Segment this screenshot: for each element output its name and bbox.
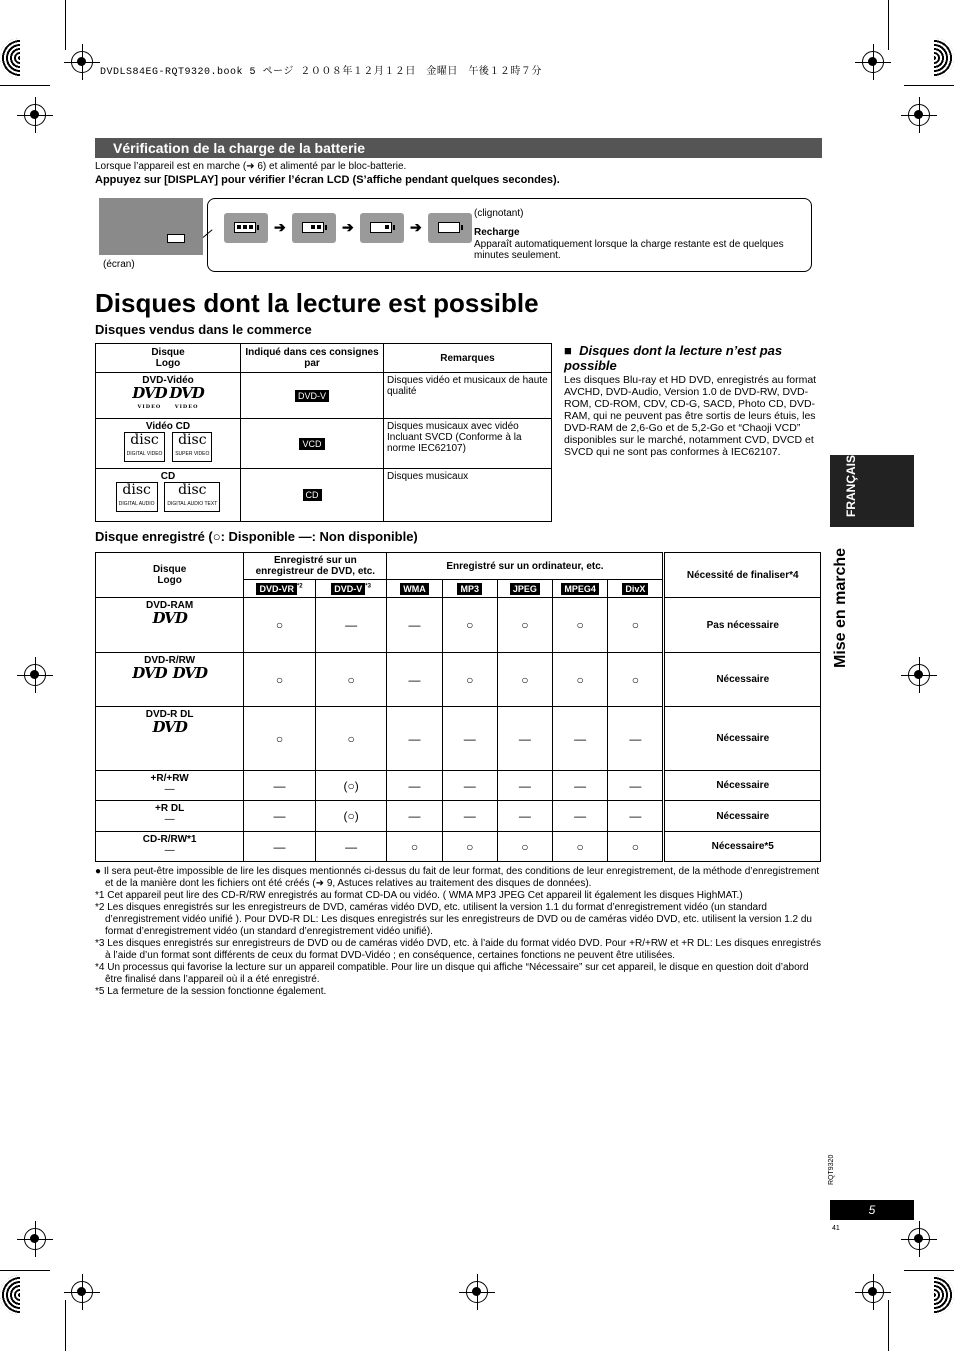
language-tab: FRANÇAIS [830, 455, 914, 527]
no-logo: — [164, 845, 175, 856]
registration-mark-icon [862, 51, 884, 73]
availability-cell: — [497, 801, 552, 832]
compact-disc-audio-logo-icon: disc DIGITAL AUDIO [116, 482, 158, 512]
format-tag: CD [303, 489, 322, 501]
remark: Disques musicaux [384, 469, 552, 522]
disc-name: +R DL [155, 803, 185, 814]
remark: Disques musicaux avec vidéo Incluant SVCD (Conforme à la norme IEC62107) [384, 419, 552, 469]
compact-disc-super-video-logo-icon: disc SUPER VIDEO [172, 432, 212, 462]
battery-two-thirds-icon [292, 213, 336, 243]
availability-cell: — [553, 801, 608, 832]
format-footnote-ref: *2 [296, 583, 303, 590]
blink-label: (clignotant) [474, 208, 524, 219]
registration-mark-icon [908, 664, 930, 686]
registration-mark-icon [24, 104, 46, 126]
format-header-3 [442, 580, 497, 598]
remark: Disques vidéo et musicaux de haute qualité [384, 373, 552, 419]
battery-one-third-icon [360, 213, 404, 243]
header-indicated: Indiqué dans ces consignes par [241, 344, 384, 373]
format-header-5 [553, 580, 608, 598]
format-tag: DivX [622, 583, 648, 595]
crop-mark [904, 85, 954, 86]
availability-cell: — [497, 771, 552, 801]
header-disc-logo: Disque Logo [96, 553, 244, 598]
compact-disc-text-logo-icon: disc DIGITAL AUDIO TEXT [164, 482, 220, 512]
format-tag: DVD-V [295, 390, 329, 402]
arrow-right-icon: ➔ [410, 219, 422, 235]
page-title: Disques dont la lecture est possible [95, 288, 539, 318]
arrow-right-icon: ➔ [342, 219, 354, 235]
doc-code: RQT9320 [828, 1154, 835, 1185]
registration-mark-icon [862, 1281, 884, 1303]
page-number: 5 [830, 1200, 914, 1220]
header-computer: Enregistré sur un ordinateur, etc. [387, 553, 664, 580]
square-bullet-icon: ■ [564, 343, 572, 358]
availability-cell: ○ [442, 653, 497, 707]
registration-mark-icon [466, 1281, 488, 1303]
availability-cell: ○ [497, 598, 552, 653]
availability-cell: ○ [315, 653, 387, 707]
table-row [96, 598, 821, 653]
availability-cell: ○ [553, 832, 608, 862]
section-title-battery: Vérification de la charge de la batterie [95, 138, 822, 158]
disc-name: DVD-R DL [145, 709, 194, 720]
format-header-4 [497, 580, 552, 598]
recorded-subtitle: Disque enregistré (○: Disponible —: Non disponible) [95, 529, 418, 544]
availability-cell: — [497, 707, 552, 771]
recharge-title: Recharge [474, 227, 520, 238]
availability-cell: — [442, 771, 497, 801]
availability-cell: ○ [244, 598, 316, 653]
battery-full-icon [224, 213, 268, 243]
registration-mark-icon [24, 1228, 46, 1250]
color-target-icon [0, 1275, 40, 1315]
availability-cell: ○ [315, 707, 387, 771]
registration-mark-icon [71, 1281, 93, 1303]
table-row [96, 832, 821, 862]
dvd-logo-icon: DVD [172, 664, 208, 682]
availability-cell: ○ [244, 707, 316, 771]
disc-name: Vidéo CD [145, 421, 191, 432]
chapter-title: Mise en marche [832, 547, 849, 668]
finalize-cell: Pas nécessaire [664, 598, 821, 653]
header-recorder: Enregistré sur un enregistreur de DVD, etc. [244, 553, 387, 580]
compact-disc-video-logo-icon: disc DIGITAL VIDEO [124, 432, 166, 462]
color-target-icon [914, 1275, 954, 1315]
crop-mark [65, 0, 66, 50]
registration-mark-icon [24, 664, 46, 686]
dvd-video-logo-icon: DVD VIDEO [132, 384, 167, 410]
availability-cell: ○ [497, 832, 552, 862]
finalize-cell: Nécessaire*5 [664, 832, 821, 862]
availability-cell: — [608, 771, 664, 801]
availability-cell: — [608, 707, 664, 771]
header-finalize: Nécessité de finaliser*4 [664, 553, 821, 598]
footnote: *4 Un processus qui favorise la lecture sur un appareil compatible. Pour lire un disque qui affiche “Nécessaire” sur cet appareil, le disque en question doit d’abord être finalisé dans l’appareil où il a été enregistré. [95, 962, 809, 985]
format-tag: DVD-V [331, 583, 365, 595]
footnotes [95, 866, 823, 998]
availability-cell: — [387, 801, 442, 832]
recorded-discs-table [95, 552, 821, 862]
print-header: DVDLS84EG-RQT9320.book 5 ページ ２００８年１２月１２日 金曜日 午後１２時７分 [100, 67, 542, 78]
availability-cell: — [553, 771, 608, 801]
availability-cell: ○ [387, 832, 442, 862]
crop-mark [0, 1270, 50, 1271]
availability-cell: — [442, 801, 497, 832]
dvd-video-logo-icon: DVD VIDEO [169, 384, 204, 410]
header-remarks: Remarques [384, 344, 552, 373]
disc-name: DVD-R/RW [144, 655, 196, 666]
battery-intro: Lorsque l’appareil est en marche (➜ 6) et alimenté par le bloc-batterie. [95, 161, 407, 172]
not-playable-title: ■ Disques dont la lecture n’est pas possible [564, 343, 783, 373]
format-tag: DVD-VR [256, 583, 297, 595]
crop-mark [888, 0, 889, 50]
format-tag: WMA [400, 583, 429, 595]
color-target-icon [0, 38, 40, 78]
availability-cell: — [387, 771, 442, 801]
availability-cell: (○) [315, 771, 387, 801]
lcd-screen-illustration [99, 198, 203, 255]
availability-cell: — [387, 653, 442, 707]
availability-cell: — [387, 707, 442, 771]
availability-cell: — [244, 832, 316, 862]
format-tag: MP3 [457, 583, 482, 595]
dvd-logo-icon [149, 611, 189, 625]
no-logo: — [164, 814, 175, 825]
format-header-2 [387, 580, 442, 598]
battery-empty-blinking-icon [428, 213, 472, 243]
dvd-logo-icon: DVD [152, 609, 187, 627]
footnote: *5 La fermeture de la session fonctionne également. [95, 986, 327, 997]
table-row [96, 771, 821, 801]
commercial-discs-table [95, 343, 552, 522]
dvd-logo-icon: DVD [132, 664, 167, 682]
availability-cell: ○ [608, 653, 664, 707]
availability-cell: — [442, 707, 497, 771]
footnote: *3 Les disques enregistrés sur enregistreurs de DVD ou de caméras vidéo DVD, etc. à l’aide du format vidéo DVD. Pour +R/+RW et +R DL: Les disques enregistrés à l’aide d’un format sont différents de ceux du format DVD-Vidéo ; en conséquence, certaines fonctions ne peuvent être utilisées. [95, 938, 821, 961]
screen-label: (écran) [103, 259, 135, 270]
dvd-logo-icon: DVD [152, 718, 187, 736]
format-header-1 [315, 580, 387, 598]
crop-mark [904, 1270, 954, 1271]
footnote: *1 Cet appareil peut lire des CD-R/RW enregistrés au format CD-DA ou vidéo. ( WMA MP3 JPEG Cet appareil lit également les disques HighMAT.) [95, 890, 743, 901]
availability-cell: (○) [315, 801, 387, 832]
table-row [96, 373, 552, 419]
finalize-cell: Nécessaire [664, 653, 821, 707]
availability-cell: — [553, 707, 608, 771]
availability-cell: — [244, 801, 316, 832]
disc-name: CD [160, 471, 176, 482]
availability-cell: — [608, 801, 664, 832]
finalize-cell: Nécessaire [664, 707, 821, 771]
format-footnote-ref: *3 [365, 583, 371, 590]
format-header-0 [244, 580, 316, 598]
color-target-icon [914, 38, 954, 78]
no-logo: — [164, 784, 175, 795]
footnote: ● Il sera peut-être impossible de lire les disques mentionnés ci-dessus du fait de leur format, des conditions de leur enregistrement, de la méthode d’enregistrement et de la manière dont les fichiers ont été créés (➜ 9, Astuces relatives au traitement des disques de données). [95, 866, 820, 889]
dvd-logo-icon [129, 666, 210, 680]
availability-cell: ○ [608, 598, 664, 653]
table-row [96, 419, 552, 469]
footnote: *2 Les disques enregistrés sur les enregistreurs de DVD, caméras vidéo DVD, etc. utilisent la version 1.1 du format d’enregistrement vidéo (un standard d’enregistrement vidéo unifié ). Pour DVD-R DL: Les disques enregistrés sur les enregistreurs de DVD ou de caméras vidéo DVD, etc. utilisent la version 1.2 du format d’enregistrement vidéo (un standard d’enregistrement vidéo unifié). [95, 902, 812, 937]
availability-cell: ○ [497, 653, 552, 707]
availability-cell: ○ [608, 832, 664, 862]
disc-name: +R/+RW [150, 773, 189, 784]
crop-mark [65, 1300, 66, 1351]
table-row [96, 653, 821, 707]
disc-name: CD-R/RW*1 [142, 834, 197, 845]
arrow-right-icon: ➔ [274, 219, 286, 235]
battery-instruction: Appuyez sur [DISPLAY] pour vérifier l’écran LCD (S’affiche pendant quelques secondes). [95, 174, 560, 186]
header-disc-logo: Disque Logo [96, 344, 241, 373]
registration-mark-icon [908, 1228, 930, 1250]
availability-cell: ○ [442, 832, 497, 862]
availability-cell: — [315, 832, 387, 862]
format-header-6 [608, 580, 664, 598]
availability-cell: ○ [553, 598, 608, 653]
dvd-logo-icon [149, 720, 189, 734]
registration-mark-icon [71, 51, 93, 73]
table-row [96, 469, 552, 522]
availability-cell: ○ [553, 653, 608, 707]
format-tag: MPEG4 [561, 583, 599, 595]
format-tag: JPEG [510, 583, 540, 595]
recharge-text: Apparaît automatiquement lorsque la charge restante est de quelques minutes seulement. [474, 239, 784, 261]
table-row [96, 801, 821, 832]
availability-cell: — [387, 598, 442, 653]
disc-name: DVD-Vidéo [142, 375, 194, 386]
table-row [96, 707, 821, 771]
registration-mark-icon [908, 104, 930, 126]
small-number: 41 [832, 1225, 840, 1232]
availability-cell: ○ [244, 653, 316, 707]
battery-level-panel [207, 198, 812, 272]
availability-cell: — [244, 771, 316, 801]
finalize-cell: Nécessaire [664, 801, 821, 832]
crop-mark [888, 1300, 889, 1351]
battery-small-icon [167, 234, 185, 243]
crop-mark [0, 85, 50, 86]
availability-cell: ○ [442, 598, 497, 653]
finalize-cell: Nécessaire [664, 771, 821, 801]
disc-name: DVD-RAM [146, 600, 194, 611]
not-playable-text: Les disques Blu-ray et HD DVD, enregistrés au format AVCHD, DVD-Audio, Version 1.0 de DVD-RW, DVD-ROM, CD-ROM, CDV, CD-G, SACD, Photo CD, DVD-RAM, qui ne peuvent pas être sortis de leurs étuis, les DVD-RAM de 2,6-Go et de 5,2-Go et “Chaoji VCD” disponibles sur le marché, notamment CVD, DVCD et SVCD qui ne sont pas conformes à IEC62107. [564, 374, 817, 458]
format-tag: VCD [299, 438, 324, 450]
availability-cell: — [315, 598, 387, 653]
commercial-subtitle: Disques vendus dans le commerce [95, 322, 312, 337]
